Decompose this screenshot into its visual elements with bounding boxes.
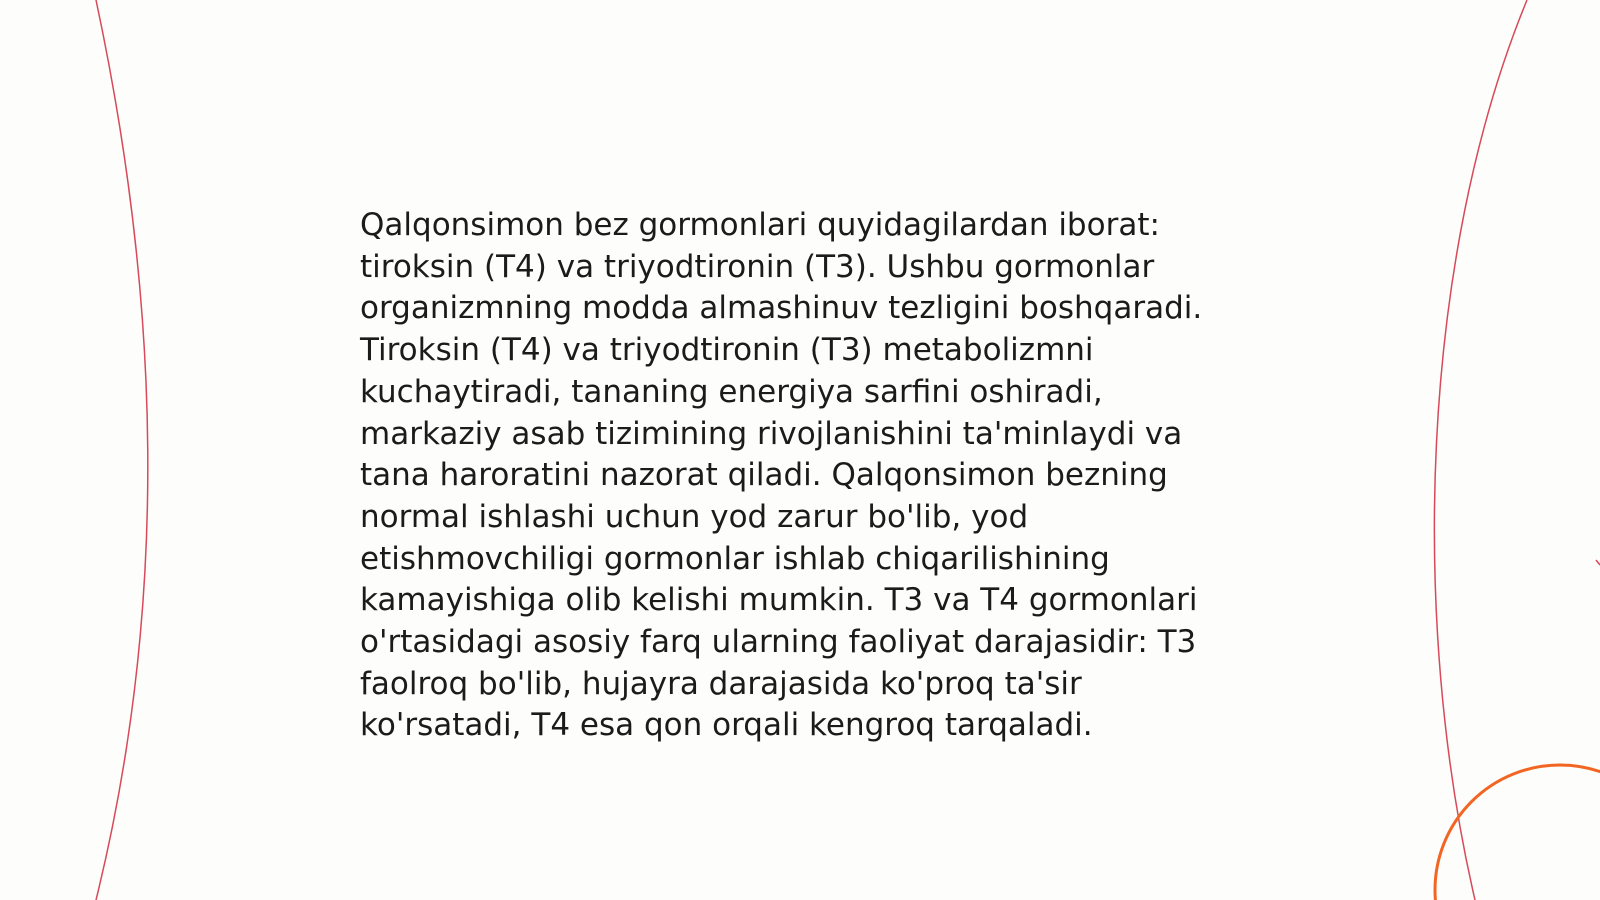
small-tick-mark xyxy=(1596,560,1600,565)
right-curve-line xyxy=(1434,0,1527,900)
left-curve-line xyxy=(96,0,148,900)
body-paragraph: Qalqonsimon bez gormonlari quyidagilardan iborat: tiroksin (T4) va triyodtironin (T3). Ushbu gormonlar organizmning modda almashinuv tezligini boshqaradi. Tiroksin (T4) va triyodtironin (T3) metabolizmni kuchaytiradi, tananing energiya sarfini oshiradi, markaziy asab tizimining rivojlanishini ta'minlaydi va tana haroratini nazorat qiladi. Qalqonsimon bezning normal ishlashi uchun yod zarur bo'lib, yod etishmovchiligi gormonlar ishlab chiqarilishining kamayishiga olib kelishi mumkin. T3 va T4 gormonlari o'rtasidagi asosiy farq ularning faoliyat darajasidir: T3 faolroq bo'lib, hujayra darajasida ko'proq ta'sir ko'rsatadi, T4 esa qon orqali kengroq tarqaladi. xyxy=(360,207,1203,744)
orange-circle-arc xyxy=(1435,765,1600,900)
body-text-block xyxy=(360,205,1240,747)
